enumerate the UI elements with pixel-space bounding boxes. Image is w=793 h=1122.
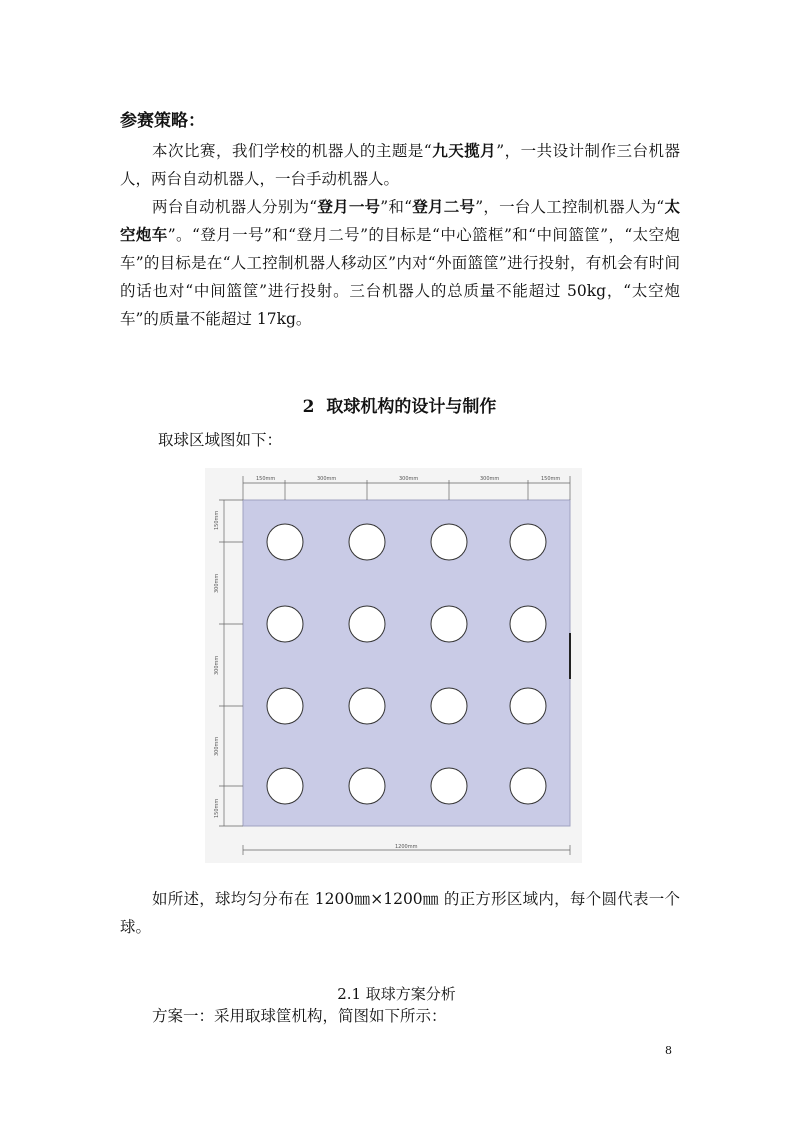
ball-circle bbox=[267, 606, 303, 642]
left-dim-5: 150mm bbox=[214, 798, 220, 818]
left-dim-3: 300mm bbox=[214, 655, 220, 675]
ball-area-diagram bbox=[205, 468, 582, 863]
left-dim-2: 300mm bbox=[214, 573, 220, 593]
strategy-paragraph-2: 两台自动机器人分别为“登月一号”和“登月二号”，一台人工控制机器人为“太空炮车”。“登月一号”和“登月二号”的目标是“中心篮框”和“中间篮筐”，“太空炮车”的目标是在“人工控制机器人移动区”内对“外面篮筐”进行投射，有机会有时间的话也对“中间篮筐”进行投射。三台机器人的总质量不能超过 50kg，“太空炮车”的质量不能超过 17kg。 bbox=[120, 197, 680, 328]
ball-circle bbox=[431, 606, 467, 642]
figure-caption: 取球区域图如下： bbox=[158, 431, 283, 449]
ball-circle bbox=[267, 524, 303, 560]
ball-circle bbox=[349, 688, 385, 724]
ball-circle bbox=[431, 524, 467, 560]
ball-circle bbox=[349, 768, 385, 804]
ball-circle bbox=[510, 524, 546, 560]
top-dim-3: 300mm bbox=[399, 476, 419, 482]
section-title-text: 取球机构的设计与制作 bbox=[326, 397, 497, 417]
section-number: 2 bbox=[302, 397, 315, 417]
strategy-paragraphs bbox=[120, 137, 680, 333]
top-dim-5: 150mm bbox=[541, 476, 561, 482]
subsection-title: 2.1 取球方案分析 bbox=[337, 985, 456, 1003]
left-dim-4: 300mm bbox=[214, 736, 220, 756]
left-dim-1: 150mm bbox=[214, 510, 220, 530]
top-dim-2: 300mm bbox=[317, 476, 337, 482]
section-title bbox=[0, 392, 793, 417]
plan-one-text: 方案一：采用取球筐机构，简图如下所示： bbox=[152, 1007, 447, 1025]
ball-circle bbox=[510, 768, 546, 804]
ball-circle bbox=[510, 606, 546, 642]
ball-circle bbox=[431, 688, 467, 724]
ball-circle bbox=[267, 768, 303, 804]
ball-circle bbox=[349, 606, 385, 642]
strategy-paragraph-1: 本次比赛，我们学校的机器人的主题是“九天揽月”，一共设计制作三台机器人，两台自动机器人，一台手动机器人。 bbox=[120, 141, 680, 188]
ball-circle bbox=[431, 768, 467, 804]
bottom-dim: 1200mm bbox=[395, 844, 418, 850]
ball-circle bbox=[510, 688, 546, 724]
ball-circle bbox=[267, 688, 303, 724]
ball-circle bbox=[349, 524, 385, 560]
top-dim-1: 150mm bbox=[256, 476, 276, 482]
top-dim-4: 300mm bbox=[480, 476, 500, 482]
after-figure-paragraph bbox=[120, 885, 680, 941]
after-figure-text: 如所述，球均匀分布在 1200㎜×1200㎜ 的正方形区域内，每个圆代表一个球。 bbox=[120, 890, 680, 936]
strategy-heading: 参赛策略： bbox=[120, 111, 205, 131]
page-number: 8 bbox=[665, 1044, 672, 1057]
